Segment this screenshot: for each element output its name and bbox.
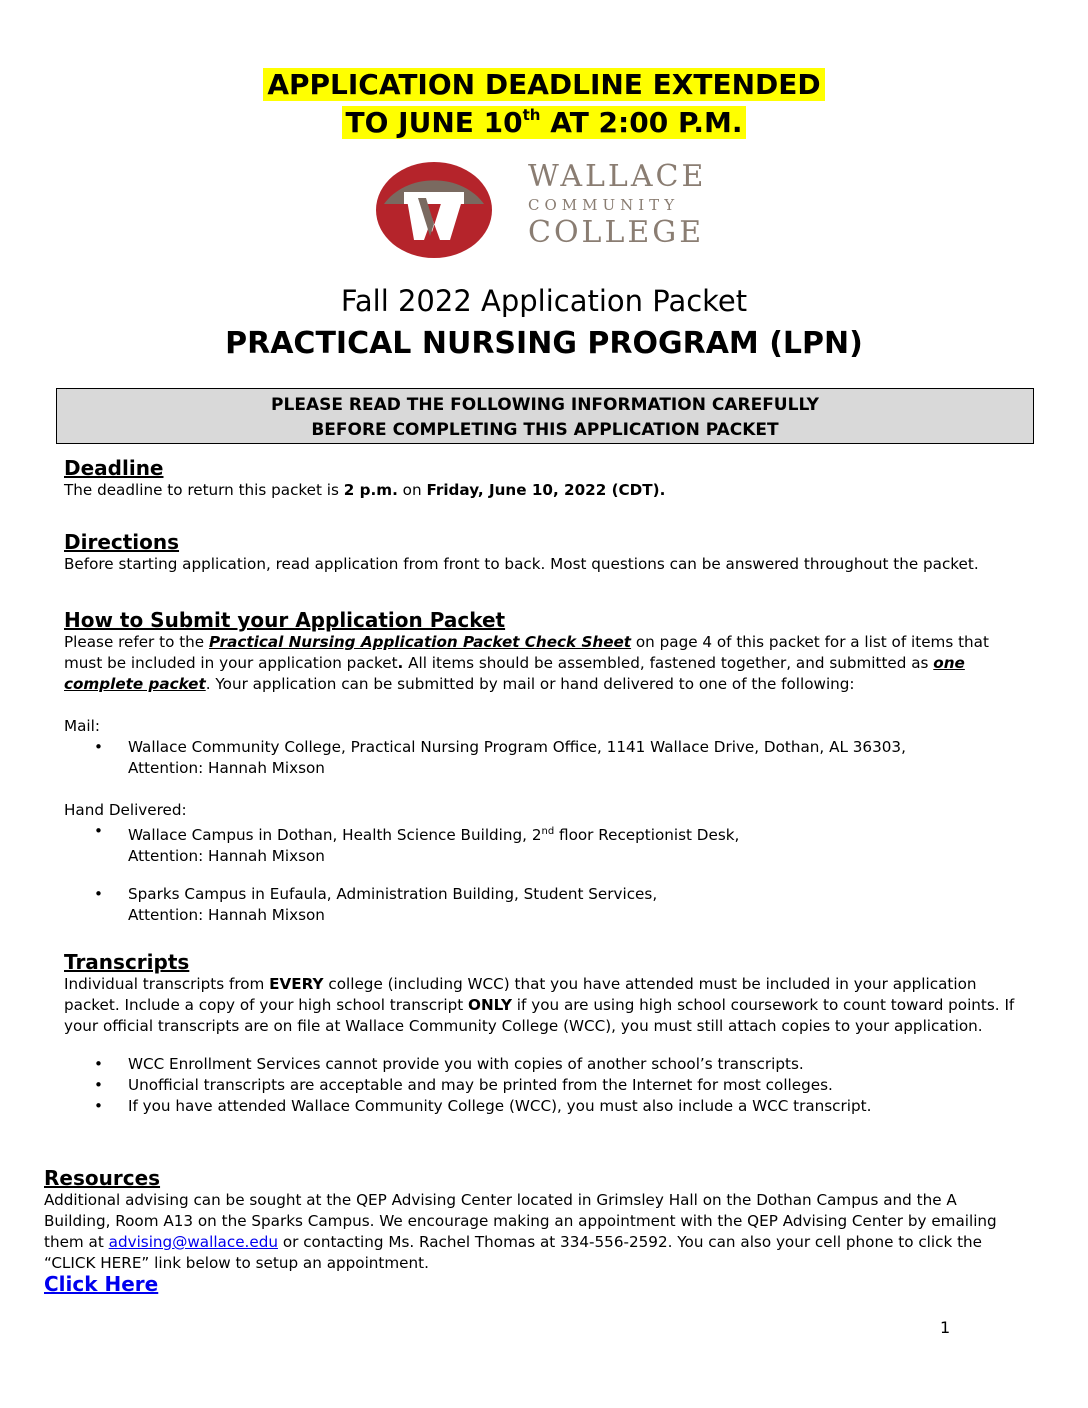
transcripts-text: Individual transcripts from EVERY college (including WCC) that you have attended must be included in your application packet. Include a copy of your high school transcript ONLY if you are using high school coursework to count toward points. If your official transcripts are on file at Wallace Community College (WCC), you must still attach copies to your application. [64,975,1015,1035]
list-item: • Wallace Community College, Practical Nursing Program Office, 1141 Wallace Drive, Dothan, AL 36303, Attention: Hannah Mixson [64,737,1024,779]
college-logo [370,160,730,260]
packet-subtitle: Fall 2022 Application Packet [340,284,748,318]
resources-text: Additional advising can be sought at the QEP Advising Center located in Grimsley Hall on the Dothan Campus and the A Building, Room A13 on the Sparks Campus. We encourage making an appointment with the QEP Advising Center by emailing them at advising@wallace.edu or contacting Ms. Rachel Thomas at 334-556-2592. You can also your cell phone to click the “CLICK HERE” link below to setup an appointment. [44,1191,997,1272]
submit-heading: How to Submit your Application Packet [64,608,506,632]
deadline-banner [0,66,1088,142]
list-item: • Sparks Campus in Eufaula, Administration Building, Student Services, Attention: Hannah Mixson [64,884,1024,926]
submit-section [64,608,1024,926]
program-title: PRACTICAL NURSING PROGRAM (LPN) [225,326,863,361]
resources-heading: Resources [44,1166,161,1190]
deadline-heading: Deadline [64,456,164,480]
advising-email-link[interactable]: advising@wallace.edu [108,1233,278,1251]
directions-heading: Directions [64,530,180,554]
college-seal-icon [376,160,506,260]
mail-label: Mail: [64,717,100,735]
list-item: • If you have attended Wallace Community College (WCC), you must also include a WCC transcript. [64,1096,1024,1117]
hand-list [64,821,1024,926]
click-here-link[interactable]: Click Here [44,1272,159,1296]
directions-text: Before starting application, read application from front to back. Most questions can be answered throughout the packet. [64,555,979,573]
mail-list [64,737,1024,779]
transcripts-list [64,1054,1024,1117]
deadline-section [64,456,1024,501]
banner-line-2: TO JUNE 10th AT 2:00 P.M. [342,106,747,139]
resources-section [44,1166,1024,1297]
college-wordmark: WALLACE COMMUNITY COLLEGE [528,159,707,250]
directions-section [64,530,1024,575]
submit-text: Please refer to the Practical Nursing Application Packet Check Sheet on page 4 of this packet for a list of items that must be included in your application packet. All items should be assembled, fastened together, and submitted as one complete packet. Your application can be submitted by mail or hand delivered to one of the following: [64,633,989,693]
list-item: • Unofficial transcripts are acceptable and may be printed from the Internet for most colleges. [64,1075,1024,1096]
banner-line-1: APPLICATION DEADLINE EXTENDED [263,68,824,101]
transcripts-heading: Transcripts [64,950,190,974]
transcripts-section [64,950,1024,1117]
notice-box: PLEASE READ THE FOLLOWING INFORMATION CAREFULLY BEFORE COMPLETING THIS APPLICATION PACKET [56,388,1034,444]
list-item: • WCC Enrollment Services cannot provide you with copies of another school’s transcripts. [64,1054,1024,1075]
list-item: • Wallace Campus in Dothan, Health Science Building, 2nd floor Receptionist Desk, Attention: Hannah Mixson [64,821,1024,867]
page-number: 1 [940,1318,951,1337]
deadline-text: The deadline to return this packet is 2 p.m. on Friday, June 10, 2022 (CDT). [64,481,666,499]
hand-label: Hand Delivered: [64,801,187,819]
